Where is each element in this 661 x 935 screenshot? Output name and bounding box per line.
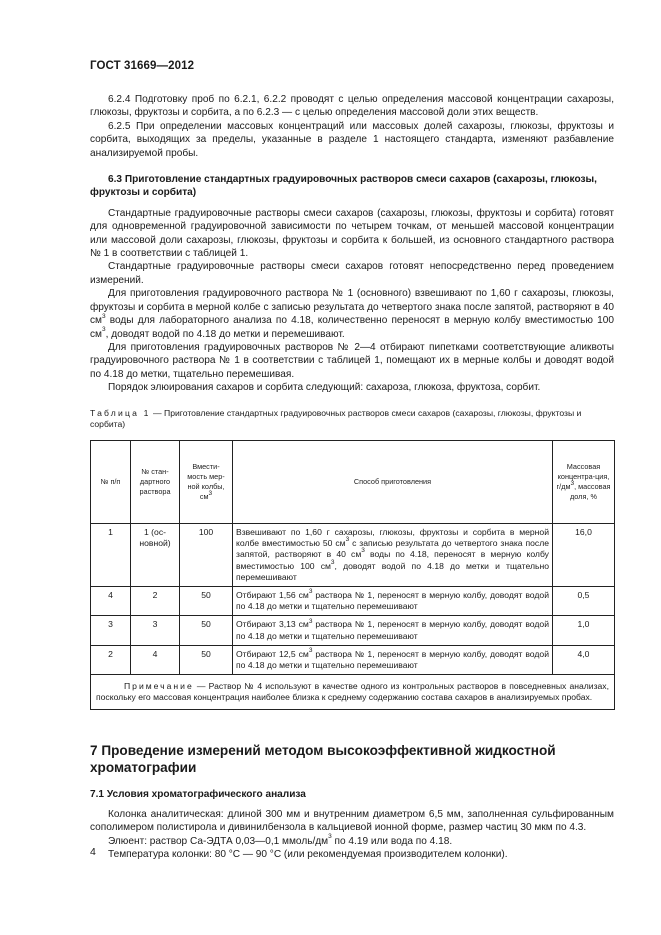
cell-method (233, 645, 553, 674)
header-number: № п/п (91, 440, 131, 523)
cell-standard: 3 (131, 616, 180, 645)
text-fragment: , массовая доля, % (570, 481, 611, 502)
cell-concentration: 1,0 (553, 616, 615, 645)
cell-number: 2 (91, 645, 131, 674)
document-header: ГОСТ 31669—2012 (90, 60, 195, 72)
note-text: — Раствор № 4 используют в качестве одного из контрольных растворов в повседневных анализах, поскольку его массовая концентрация наиболее близка к среднему содержанию состава сахаров в анализируемых пробах. (96, 681, 609, 703)
table-caption-text: — Приготовление стандартных градуировочных растворов смеси сахаров (сахарозы, глюкозы, фруктозы и сорбита) (90, 407, 582, 429)
superscript: 3 (102, 326, 106, 334)
page-content (90, 93, 614, 862)
superscript: 3 (330, 558, 335, 566)
table-row (91, 523, 615, 586)
cell-standard: 2 (131, 586, 180, 615)
paragraph-6-3-1: Стандартные градуировочные растворы смеси сахаров (сахарозы, глюкозы, фруктозы и сорбита) готовят для одновременной градуировочной зависимости по четырем точкам, от меньшей массовой концентрации или массовой доли сахарозы, глюкозы, фруктозы и сорбита к большей, из основного стандартного раствора № 1 в соответствии с таблицей 1. (90, 207, 614, 260)
text-fragment: Отбирают 12,5 см (236, 648, 309, 659)
cell-standard: 4 (131, 645, 180, 674)
text-fragment: Массовая концентра-ция, г/дм (556, 461, 610, 491)
table-note-row (91, 675, 615, 709)
superscript: 3 (361, 547, 365, 555)
cell-concentration: 0,5 (553, 586, 615, 615)
text-fragment: , доводят водой по 4.18 до метки и тщательно перемешивают (236, 560, 549, 582)
text-fragment: воды по 4.18, переносят в мерную колбу вместимостью 100 см (236, 549, 549, 571)
paragraph-6-3-5: Порядок элюирования сахаров и сорбита следующий: сахароза, глюкоза, фруктоза, сорбит. (108, 382, 541, 394)
text-fragment: Взвешивают по 1,60 г сахарозы, глюкозы, фруктозы и сорбита в мерной колбе вместимостью 50 см (236, 526, 549, 549)
text-fragment: раствора № 1, переносят в мерную колбу, доводят водой по 4.18 до метки и тщательно перемешивают (236, 648, 549, 670)
table-row (91, 645, 615, 674)
paragraph-6-3-4: Для приготовления градуировочных растворов № 2—4 отбирают пипетками соответствующие аликвоты градуировочного раствора № 1 в соответствии с таблицей 1, помещают их в мерные колбы и доводят водой по 4.18 до метки, тщательно перемешивая. (90, 341, 614, 380)
table-caption-label: Таблица 1 (90, 407, 151, 418)
cell-standard: 1 (ос-новной) (131, 523, 180, 586)
cell-volume: 50 (180, 645, 233, 674)
header-concentration (553, 440, 615, 523)
header-volume (180, 440, 233, 523)
table-caption (90, 408, 614, 430)
section-heading-6-3: 6.3 Приготовление стандартных градуировочных растворов смеси сахаров (сахарозы, глюкозы, фруктозы и сорбита) (90, 174, 597, 199)
cell-number: 1 (91, 523, 131, 586)
cell-concentration: 4,0 (553, 645, 615, 674)
superscript: 3 (308, 617, 313, 625)
section-heading-7: 7 Проведение измерений методом высокоэффективной жидкостной хроматографии (90, 742, 556, 775)
superscript: 3 (102, 312, 106, 320)
superscript: 3 (570, 479, 575, 487)
text-fragment: Элюент: раствор Са-ЭДТА 0,03—0,1 ммоль/дм (108, 835, 329, 847)
cell-volume: 100 (180, 523, 233, 586)
preparation-table (90, 440, 615, 710)
superscript: 3 (328, 833, 332, 841)
text-fragment: Вмести-мость мер-ной колбы, см (187, 461, 225, 502)
text-fragment: Для приготовления градуировочного раствора № 1 (основного) взвешивают по 1,60 г сахарозы, глюкозы, фруктозы и сорбита в мерной колбе с записью результата до четвертого знака после запятой, растворяют в 40 см (90, 288, 614, 327)
text-fragment: раствора № 1, переносят в мерную колбу, доводят водой по 4.18 до метки и тщательно перемешивают (236, 619, 549, 641)
page-number: 4 (90, 846, 96, 858)
cell-concentration: 16,0 (553, 523, 615, 586)
text-fragment: Отбирают 1,56 см (236, 589, 309, 600)
cell-method (233, 586, 553, 615)
table-row (91, 586, 615, 615)
paragraph-7-1-1: Колонка аналитическая: длиной 300 мм и внутренним диаметром 6,5 мм, заполненная сульфированным сополимером полистирола и дивинилбензола в кальциевой ионной форме, размер частиц 30 мкм по 4.3. (90, 808, 614, 834)
paragraph-7-1-3: Температура колонки: 80 °С — 90 °С (или рекомендуемая производителем колонки). (108, 849, 508, 861)
cell-volume: 50 (180, 586, 233, 615)
text-fragment: раствора № 1, переносят в мерную колбу, доводят водой по 4.18 до метки и тщательно перемешивают (236, 589, 549, 612)
header-method: Способ приготовления (233, 440, 553, 523)
cell-method (233, 523, 553, 586)
text-fragment: воды для лабораторного анализа по 4.18, количественно переносят в мерную колбу вместимостью 100 см (90, 315, 614, 340)
paragraph-6-2-5: 6.2.5 При определении массовых концентраций или массовых долей сахарозы, глюкозы, фруктозы и сорбита, выходящих за пределы, указанные в разделе 1 настоящего стандарта, изменяют разбавление анализируемой пробы. (90, 120, 614, 159)
cell-number: 3 (91, 616, 131, 645)
header-standard: № стан-дартного раствора (131, 440, 180, 523)
text-fragment: Отбирают 3,13 см (236, 619, 309, 630)
cell-number: 4 (91, 586, 131, 615)
paragraph-6-2-4: 6.2.4 Подготовку проб по 6.2.1, 6.2.2 проводят с целью определения массовой концентрации сахарозы, глюкозы, фруктозы и сорбита, а по 6.2.3 — с целью определения массовой доли этих веществ. (90, 94, 614, 119)
text-fragment: с записью результата до четвертого знака после запятой, растворяют в 40 см (236, 538, 549, 560)
text-fragment: , доводят водой по 4.18 до метки и перемешивают. (105, 328, 345, 340)
superscript: 3 (308, 646, 313, 654)
note-label: Примечание (124, 681, 194, 692)
paragraph-7-1-2 (90, 835, 614, 848)
superscript: 3 (345, 536, 350, 544)
section-heading-7-1: 7.1 Условия хроматографического анализа (90, 788, 306, 800)
table-note (91, 675, 615, 709)
table-row (91, 616, 615, 645)
table-header-row (91, 440, 615, 523)
paragraph-6-3-2: Стандартные градуировочные растворы смеси сахаров готовят непосредственно перед проведением измерений. (90, 261, 614, 286)
superscript: 3 (308, 588, 313, 596)
cell-method (233, 616, 553, 645)
text-fragment: по 4.19 или вода по 4.18. (331, 835, 453, 847)
paragraph-6-3-3 (90, 287, 614, 341)
cell-volume: 50 (180, 616, 233, 645)
superscript: 3 (208, 489, 213, 497)
